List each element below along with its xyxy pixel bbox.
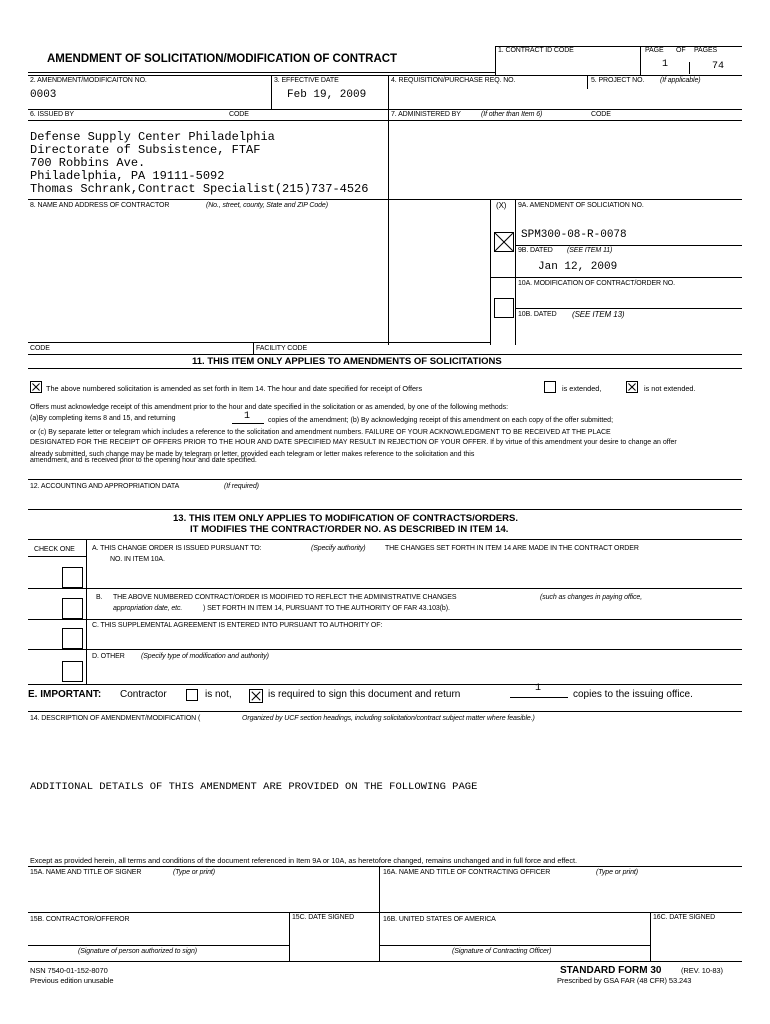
accounting-label: 12. ACCOUNTING AND APPROPRIATION DATA — [30, 483, 180, 490]
rule — [86, 539, 87, 684]
item13-b-checkbox[interactable] — [62, 598, 83, 619]
rule — [515, 245, 742, 246]
page-label: PAGE — [645, 47, 664, 54]
rule — [388, 75, 389, 345]
signature-line — [28, 945, 289, 946]
previous-edition: Previous edition unusable — [30, 976, 114, 985]
rule — [640, 46, 641, 75]
rule — [515, 308, 742, 309]
project-no-label: 5. PROJECT NO. — [591, 77, 645, 84]
rule — [495, 46, 496, 75]
item13-a-text3: NO. IN ITEM 10A. — [110, 556, 165, 563]
administered-hint: (If other than Item 6) — [481, 111, 543, 118]
effective-date-label: 3. EFFECTIVE DATE — [274, 77, 339, 84]
solicitation-amended-checkbox-checked[interactable] — [30, 381, 42, 393]
administered-by-label: 7. ADMINISTERED BY — [391, 111, 461, 118]
item13-b-hint2: appropriation date, etc. — [113, 605, 183, 612]
important-is-required: is required to sign this document and return — [268, 689, 461, 700]
return-copies-count[interactable]: 1 — [535, 683, 542, 694]
rule — [28, 354, 742, 355]
item13-heading1: 13. THIS ITEM ONLY APPLIES TO MODIFICATION OF CONTRACTS/ORDERS. — [173, 513, 519, 524]
page-number: 1 — [662, 59, 669, 70]
rule — [28, 961, 742, 962]
rule — [28, 72, 495, 73]
rule — [28, 75, 742, 76]
copies-count[interactable]: 1 — [244, 411, 251, 422]
item13-c-text: C. THIS SUPPLEMENTAL AGREEMENT IS ENTERED INTO PURSUANT TO AUTHORITY OF: — [92, 622, 383, 629]
contractor-label: 8. NAME AND ADDRESS OF CONTRACTOR — [30, 202, 170, 209]
rule — [28, 368, 742, 369]
pages-label: PAGES — [694, 47, 718, 54]
item13-a-text: A. THIS CHANGE ORDER IS ISSUED PURSUANT TO: — [92, 545, 262, 552]
code-label-2: CODE — [591, 111, 611, 118]
issued-by-label: 6. ISSUED BY — [30, 111, 74, 118]
date-signed-15c-label: 15C. DATE SIGNED — [292, 914, 355, 921]
rule — [28, 342, 490, 343]
rule — [289, 912, 290, 961]
dated-10b-label: 10B. DATED — [518, 311, 557, 318]
item11-line6: amendment, and is received prior to the opening hour and date specified. — [30, 457, 257, 464]
accounting-hint: (If required) — [224, 483, 259, 490]
item13-a-checkbox[interactable] — [62, 567, 83, 588]
signer-hint: (Type or print) — [173, 869, 215, 876]
x-column-label: (X) — [496, 201, 507, 210]
dated-9b-hint: (SEE ITEM 11) — [567, 247, 613, 254]
item11-line5: already submitted, such change may be made by telegram or letter, provided each telegram or letter makes reference to the solicitation and this — [30, 451, 475, 458]
solicitation-no-value[interactable]: SPM300-08-R-0078 — [521, 229, 627, 241]
rule — [379, 866, 380, 961]
rule — [650, 912, 651, 961]
description-body: ADDITIONAL DETAILS OF THIS AMENDMENT ARE PROVIDED ON THE FOLLOWING PAGE — [30, 781, 478, 793]
rule — [232, 423, 264, 424]
contract-id-code-label: 1. CONTRACT ID CODE — [498, 47, 574, 54]
issuer-line: 700 Robbins Ave. — [30, 156, 146, 170]
modification-checkbox[interactable] — [494, 298, 514, 318]
item13-heading2: IT MODIFIES THE CONTRACT/ORDER NO. AS DESCRIBED IN ITEM 14. — [190, 524, 509, 535]
description-label: 14. DESCRIPTION OF AMENDMENT/MODIFICATION ( — [30, 715, 201, 722]
rule — [510, 697, 568, 698]
of-label: OF — [676, 47, 686, 54]
rule — [28, 711, 742, 712]
item13-d-hint: (Specify type of modification and authority) — [141, 653, 269, 660]
sig-person-caption: (Signature of person authorized to sign) — [78, 948, 197, 955]
form-revision: (REV. 10-83) — [681, 966, 723, 975]
item13-b-hint: (such as changes in paying office, — [540, 594, 643, 601]
dated-10b-hint: (SEE ITEM 13) — [572, 310, 625, 319]
except-text: Except as provided herein, all terms and conditions of the document referenced in Item 9A or 10A, as heretofore changed, remains unchanged and in full force and effect. — [30, 856, 578, 865]
rule — [28, 109, 742, 110]
rule — [253, 342, 254, 354]
rule — [28, 120, 388, 121]
rule — [28, 588, 742, 589]
issuer-line: Directorate of Subsistence, FTAF — [30, 143, 261, 157]
total-pages: 74 — [712, 61, 725, 72]
nsn-number: NSN 7540-01-152-8070 — [30, 966, 108, 975]
rule — [28, 199, 742, 200]
issuer-line: Thomas Schrank,Contract Specialist(215)737-4526 — [30, 182, 369, 196]
issuer-line: Philadelphia, PA 19111-5092 — [30, 169, 225, 183]
is-required-checkbox-checked[interactable] — [249, 689, 263, 703]
rule — [28, 479, 742, 480]
item13-b-text2: ) SET FORTH IN ITEM 14, PURSUANT TO THE AUTHORITY OF FAR 43.103(b). — [203, 605, 450, 612]
signature-line — [379, 945, 650, 946]
important-is-not: is not, — [205, 689, 232, 700]
item11-line3: or (c) By separate letter or telegram which includes a reference to the solicitation and amendment numbers. FAILURE OF YOUR ACKNOWLEDGMENT TO BE RECEIVED AT THE PLACE — [30, 429, 611, 436]
item13-d-checkbox[interactable] — [62, 661, 83, 682]
rule — [388, 120, 742, 121]
is-extended-label: is extended, — [562, 384, 602, 393]
is-not-extended-label: is not extended. — [644, 384, 696, 393]
rule — [490, 199, 491, 345]
item11-line2b: copies of the amendment; (b) By acknowledging receipt of this amendment on each copy of the offer submitted; — [268, 417, 614, 424]
amendment-checkbox-checked[interactable] — [494, 232, 514, 252]
code-label: CODE — [229, 111, 249, 118]
rule — [28, 684, 742, 685]
rule — [587, 75, 588, 89]
rule — [28, 509, 742, 510]
project-no-hint: (If applicable) — [660, 77, 701, 84]
item13-d-text: D. OTHER — [92, 653, 125, 660]
offeror-label: 15B. CONTRACTOR/OFFEROR — [30, 916, 130, 923]
item11-text1: The above numbered solicitation is amended as set forth in Item 14. The hour and date specified for receipt of Offers — [46, 384, 423, 393]
rule — [28, 556, 86, 557]
rule — [28, 866, 742, 867]
date-signed-16c-label: 16C. DATE SIGNED — [653, 914, 716, 921]
is-extended-checkbox[interactable] — [544, 381, 556, 393]
standard-form: STANDARD FORM 30 — [560, 965, 662, 976]
rule — [28, 649, 742, 650]
issuer-line: Defense Supply Center Philadelphia — [30, 130, 275, 144]
rule — [28, 539, 742, 540]
dated-9b-value[interactable]: Jan 12, 2009 — [538, 261, 618, 273]
prescribed-by: Prescribed by GSA FAR (48 CFR) 53.243 — [557, 976, 692, 985]
important-copies-text: copies to the issuing office. — [573, 689, 693, 700]
signer-label: 15A. NAME AND TITLE OF SIGNER — [30, 869, 142, 876]
officer-hint: (Type or print) — [596, 869, 638, 876]
item11-line4: DESIGNATED FOR THE RECEIPT OF OFFERS PRIOR TO THE HOUR AND DATE SPECIFIED MAY RESULT IN REJECTION OF YOUR OFFER. If by virtue of this amendment your desire to change an offer — [30, 439, 677, 446]
item13-c-checkbox[interactable] — [62, 628, 83, 649]
item11-line2a: (a)By completing items 8 and 15, and returning — [30, 415, 176, 422]
item13-a-hint: (Specify authority) — [311, 545, 366, 552]
usa-label: 16B. UNITED STATES OF AMERICA — [383, 916, 496, 923]
rule — [490, 277, 742, 278]
officer-label: 16A. NAME AND TITLE OF CONTRACTING OFFICER — [383, 869, 551, 876]
rule — [515, 199, 516, 345]
mod-10a-label: 10A. MODIFICATION OF CONTRACT/ORDER NO. — [518, 280, 675, 287]
sig-officer-caption: (Signature of Contracting Officer) — [452, 948, 552, 955]
is-not-checkbox[interactable] — [186, 689, 198, 701]
rule — [271, 75, 272, 109]
item13-b-letter: B. — [96, 594, 103, 601]
code-label: CODE — [30, 345, 50, 352]
dated-9b-label: 9B. DATED — [518, 247, 553, 254]
amendment-no-label: 2. AMENDMENT/MODIFICAITON NO. — [30, 77, 147, 84]
check-one-label: CHECK ONE — [34, 546, 75, 553]
item11-line1: Offers must acknowledge receipt of this amendment prior to the hour and date specified in the solicitation or as amended, by one of the following methods: — [30, 404, 509, 411]
rule — [28, 912, 742, 913]
description-hint: Organized by UCF section headings, including solicitation/contract subject matter where feasible.) — [242, 715, 535, 722]
amendment-sol-label: 9A. AMENDMENT OF SOLICIATION NO. — [518, 202, 644, 209]
contractor-hint: (No., street, county, State and ZIP Code) — [206, 202, 328, 209]
item13-a-text2: THE CHANGES SET FORTH IN ITEM 14 ARE MADE IN THE CONTRACT ORDER — [385, 545, 639, 552]
facility-code-label: FACILITY CODE — [256, 345, 308, 352]
rule — [28, 619, 742, 620]
effective-date-value[interactable]: Feb 19, 2009 — [287, 89, 367, 101]
requisition-label: 4. REQUISITION/PURCHASE REQ. NO. — [391, 77, 516, 84]
important-label: E. IMPORTANT: — [28, 689, 102, 700]
is-not-extended-checkbox-checked[interactable] — [626, 381, 638, 393]
item13-b-text: THE ABOVE NUMBERED CONTRACT/ORDER IS MODIFIED TO REFLECT THE ADMINISTRATIVE CHANGES — [113, 594, 457, 601]
important-contractor: Contractor — [120, 689, 167, 700]
form-title: AMENDMENT OF SOLICITATION/MODIFICATION OF CONTRACT — [47, 53, 398, 65]
item11-heading: 11. THIS ITEM ONLY APPLIES TO AMENDMENTS OF SOLICITATIONS — [192, 356, 502, 367]
amendment-no-value[interactable]: 0003 — [30, 89, 57, 101]
rule — [689, 62, 690, 74]
